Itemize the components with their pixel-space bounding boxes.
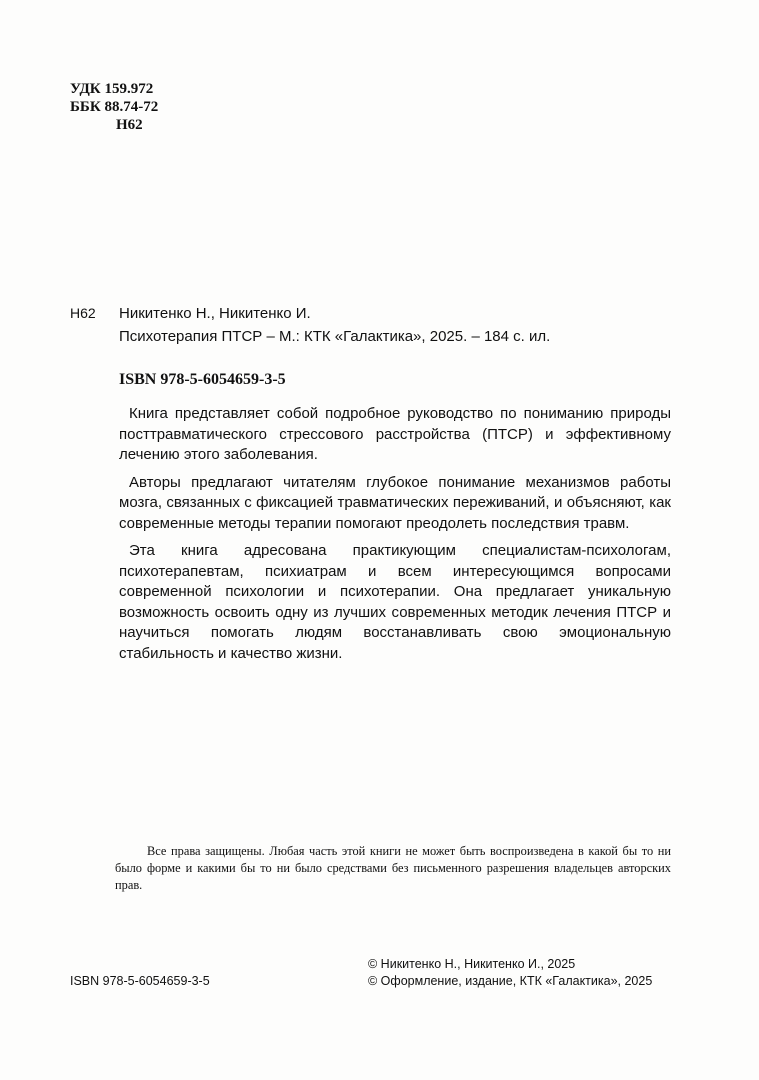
annotation-paragraph: Книга представляет собой подробное руководство по пониманию природы посттравматического стрессового расстройства (ПТСР) и эффективному лечению этого заболевания. (119, 405, 671, 463)
copyright-publisher: © Оформление, издание, КТК «Галактика», 2025 (368, 974, 653, 988)
isbn-main: ISBN 978-5-6054659-3-5 (119, 371, 286, 388)
author-mark: Н62 (116, 117, 143, 133)
biblio-title-line: Психотерапия ПТСР – М.: КТК «Галактика», 2025. – 184 с. ил. (119, 328, 551, 345)
rights-notice: Все права защищены. Любая часть этой книги не может быть воспроизведена в какой бы то ни было форме и какими бы то ни было средствами без письменного разрешения владельцев авторских прав. (115, 844, 671, 892)
isbn-footer: ISBN 978-5-6054659-3-5 (70, 974, 210, 988)
copyright-authors: © Никитенко Н., Никитенко И., 2025 (368, 957, 576, 971)
classification-block (70, 80, 158, 134)
annotation (119, 404, 671, 671)
biblio-author-mark: Н62 (70, 305, 96, 321)
copyright-block (368, 956, 652, 990)
annotation-paragraph: Эта книга адресована практикующим специалистам-психологам, психотерапевтам, психиатрам и всем интересующимся вопросами современной психологии и психотерапии. Она предлагает уникальную возможность освоить одну из лучших современных методик лечения ПТСР и научиться помогать людям восстанавливать свою эмоциональную стабильность и качество жизни. (119, 542, 671, 662)
bibliographic-record (119, 302, 679, 348)
bbk-code: ББК 88.74-72 (70, 99, 159, 115)
annotation-paragraph: Авторы предлагают читателям глубокое понимание механизмов работы мозга, связанных с фиксацией травматических переживаний, и объясняют, как современные методы терапии помогают преодолеть последствия травм. (119, 473, 671, 532)
biblio-authors: Никитенко Н., Никитенко И. (119, 305, 311, 322)
udk-code: УДК 159.972 (70, 81, 154, 97)
